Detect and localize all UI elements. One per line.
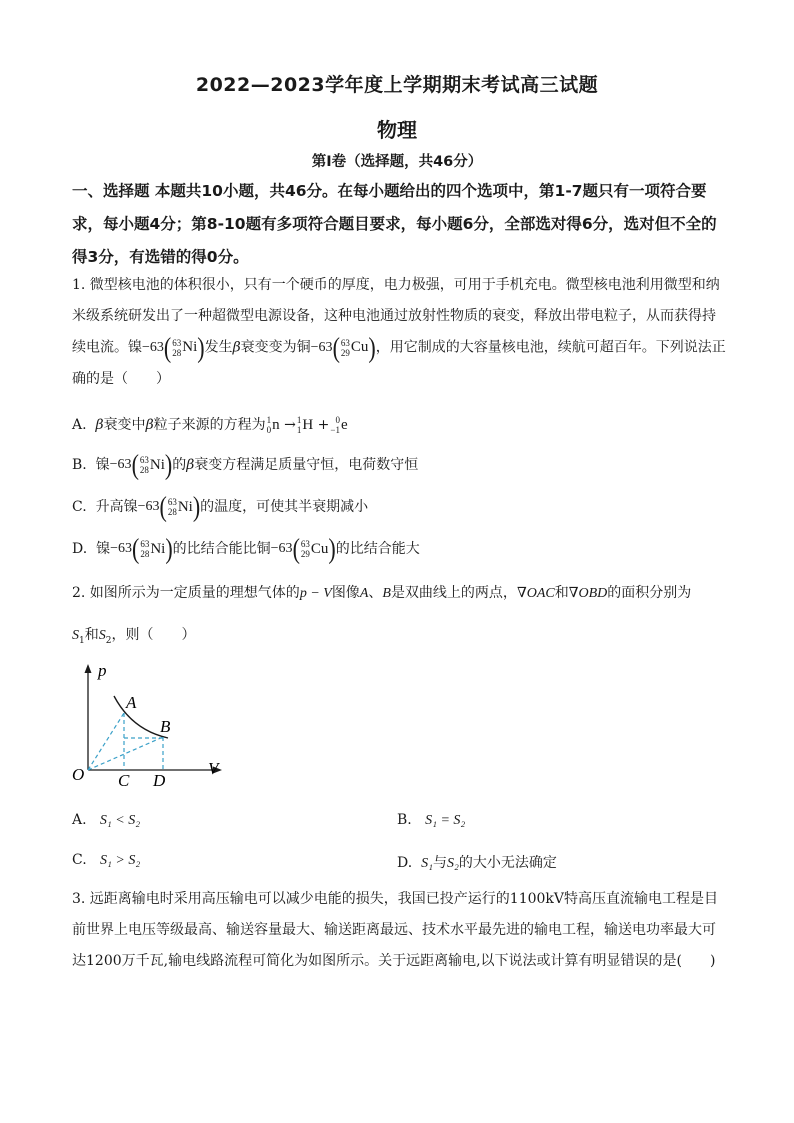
label-b: B	[160, 717, 171, 736]
question-1-stem: 1. 微型核电池的体积很小，只有一个硬币的厚度，电力极强，可用于手机充电。微型核电池利用微型和纳米级系统研发出了一种超微型电源设备，这种电池通过放射性物质的衰变，释放出带电粒子，从而获得持续电流。镍 −63 ( 63 28 Ni ) 发生β衰变变为铜 −63 ( 63 29 Cu ) ，用它制成的大容量核电池，续航可超百年。下列说法正确的是（ ）	[72, 277, 726, 387]
nuclide-ni: −63 ( 63 28 Ni )	[142, 330, 205, 364]
label-v: V	[208, 759, 219, 778]
line-oa	[88, 713, 124, 770]
label-d: D	[153, 771, 166, 790]
label-p: p	[98, 661, 107, 680]
q2-option-a[interactable]: A. S₁ < S₂	[72, 812, 141, 828]
question-2-stem-line1: 2. 如图所示为一定质量的理想气体的p − V图像A、B是双曲线上的两点，∇OAC和∇OBD的面积分别为	[72, 585, 692, 601]
pv-diagram	[68, 660, 238, 790]
line-ob	[88, 737, 163, 770]
question-2-stem-line2: $S_1$和$S_2$，则（ ）	[72, 627, 196, 646]
page-title: 2022—2023学年度上学期期末考试高三试题	[195, 74, 599, 96]
label-c: C	[118, 771, 130, 790]
p-axis-arrow	[85, 664, 92, 673]
q1-option-c[interactable]: C. 升高镍 −63 ( 63 28 Ni ) 的温度，可使其半衰期减小	[72, 490, 369, 523]
q1-option-b[interactable]: B. 镍 −63 ( 63 28 Ni ) 的β衰变方程满足质量守恒，电荷数守恒	[72, 448, 419, 481]
label-o: O	[72, 765, 85, 784]
section-header: 第Ⅰ卷（选择题，共46分）	[311, 154, 483, 170]
label-a: A	[126, 693, 137, 712]
question-3-stem: 3. 远距离输电时采用高压输电可以减少电能的损失，我国已投产运行的1100kV特高压直流输电工程是目前世界上电压等级最高、输送容量最大、输送距离最远、技术水平最先进的输电工程，输送电功率最大可达1200万千瓦,输电线路流程可简化为如图所示。关于远距离输电,以下说法或计算有明显错误的是( )	[72, 891, 719, 969]
q2-option-d[interactable]: D. S₁与S₂的大小无法确定	[397, 855, 557, 871]
subject-title: 物理	[377, 118, 417, 142]
q1-option-d[interactable]: D. 镍 −63 ( 63 28 Ni ) 的比结合能比铜 −63 ( 63 29 Cu ) 的比结合能大	[72, 532, 420, 565]
section-instructions: 一、选择题 本题共10小题，共46分。在每小题给出的四个选项中，第1-7题只有一项符合要求，每小题4分；第8-10题有多项符合题目要求，每小题6分，全部选对得6分，选对但不全的得3分，有选错的得0分。	[72, 182, 717, 266]
q2-option-c[interactable]: C. S₁ > S₂	[72, 852, 141, 868]
q1-option-a[interactable]: A. β衰变中β粒子来源的方程为 1 0 n → 1 1 H + 0 −1 e	[72, 415, 348, 435]
nuclide-cu: −63 ( 63 29 Cu )	[310, 330, 376, 364]
q2-option-b[interactable]: B. S₁ = S₂	[397, 812, 466, 828]
